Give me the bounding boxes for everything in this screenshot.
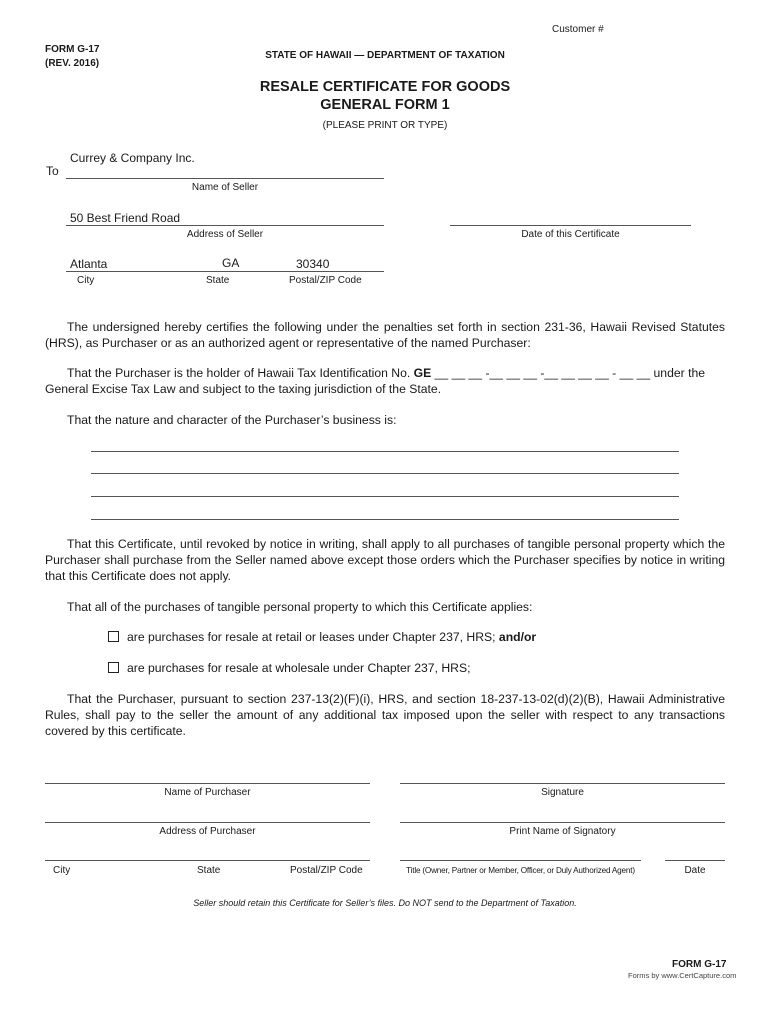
tax-id-line — [67, 365, 705, 381]
seller-city-value[interactable]: Atlanta — [70, 257, 108, 271]
tax-id-text: That the Purchaser is the holder of Hawaii Tax Identification No. — [67, 366, 411, 380]
purchases-prompt: That all of the purchases of tangible personal property to which this Certificate applies: — [67, 600, 533, 614]
purchaser-zip-label: Postal/ZIP Code — [290, 865, 363, 876]
seller-name-label: Name of Seller — [191, 182, 259, 193]
retain-notice: Seller should retain this Certificate for Seller’s files. Do NOT send to the Department of Taxation. — [193, 898, 577, 908]
wholesale-checkbox[interactable] — [108, 662, 119, 673]
retail-checkbox[interactable] — [108, 631, 119, 642]
signature-line[interactable] — [400, 783, 725, 784]
signature-date-label: Date — [684, 865, 706, 876]
print-name-label: Print Name of Signatory — [509, 826, 616, 837]
purchaser-city-state-zip-line[interactable] — [45, 860, 370, 861]
seller-name-line — [66, 178, 384, 179]
certification-paragraph: The undersigned hereby certifies the following under the penalties set forth in section 231-36, Hawaii Revised Statutes (HRS), as Purchaser or as an authorized agent or representative of the named Purchaser: — [45, 320, 725, 350]
purchaser-state-label: State — [197, 865, 221, 876]
certificate-date-line[interactable] — [450, 225, 691, 226]
seller-name-value[interactable]: Currey & Company Inc. — [70, 151, 195, 165]
seller-address-label: Address of Seller — [186, 229, 264, 240]
tax-id-text-end: under the — [653, 366, 706, 380]
certcapture-credit: Forms by www.CertCapture.com — [628, 971, 737, 980]
signature-label: Signature — [541, 787, 584, 798]
ge-prefix: GE — [413, 366, 432, 380]
signatory-title-label: Title (Owner, Partner or Member, Officer, or Duly Authorized Agent) — [406, 866, 635, 875]
wholesale-option[interactable] — [108, 660, 470, 676]
retail-option[interactable] — [108, 629, 536, 645]
business-line-1[interactable] — [91, 451, 679, 452]
business-line-2[interactable] — [91, 473, 679, 474]
seller-zip-value[interactable]: 30340 — [296, 257, 330, 271]
to-label: To — [46, 164, 59, 178]
business-line-4[interactable] — [91, 519, 679, 520]
seller-city-label: City — [77, 275, 95, 286]
purchaser-name-line[interactable] — [45, 783, 370, 784]
purchaser-city-label: City — [53, 865, 71, 876]
revocation-paragraph: That this Certificate, until revoked by notice in writing, shall apply to all purchases of tangible personal property which the Purchaser shall purchase from the Seller named above except those orders which the Purchaser specifies by notice in writing that this Certificate does not apply. — [45, 537, 725, 583]
seller-address-line — [66, 225, 384, 226]
seller-state-label: State — [206, 275, 230, 286]
print-instruction: (PLEASE PRINT OR TYPE) — [322, 120, 448, 131]
certificate-date-label: Date of this Certificate — [521, 229, 620, 240]
customer-number-label: Customer # — [552, 24, 604, 35]
and-or-label: and/or — [498, 630, 537, 644]
purchaser-address-label: Address of Purchaser — [159, 826, 256, 837]
form-revision: (REV. 2016) — [45, 58, 100, 69]
seller-state-value[interactable]: GA — [222, 256, 240, 270]
form-title-line1: RESALE CERTIFICATE FOR GOODS — [259, 79, 511, 95]
signature-date-line[interactable] — [665, 860, 725, 861]
form-title-line2: GENERAL FORM 1 — [320, 97, 450, 113]
footer-form-id: FORM G-17 — [672, 959, 727, 970]
purchaser-address-line[interactable] — [45, 822, 370, 823]
tax-id-blanks[interactable]: __ __ __ -__ __ __ -__ __ __ __ - __ __ — [434, 366, 651, 380]
business-nature-prompt: That the nature and character of the Purchaser’s business is: — [67, 413, 397, 427]
agency-name: STATE OF HAWAII — DEPARTMENT OF TAXATION — [265, 50, 505, 61]
purchaser-name-label: Name of Purchaser — [164, 787, 251, 798]
tax-payment-paragraph: That the Purchaser, pursuant to section 237-13(2)(F)(i), HRS, and section 18-237-13-02(d)(2)(B), Hawaii Administrative Rules, shall pay to the seller the amount of any additional tax imposed upon the seller with respect to any transactions covered by this certificate. — [45, 692, 725, 738]
retail-option-label: are purchases for resale at retail or leases under Chapter 237, HRS; — [127, 630, 496, 644]
seller-city-state-zip-line — [66, 271, 384, 272]
seller-address-value[interactable]: 50 Best Friend Road — [70, 211, 181, 225]
wholesale-option-label: are purchases for resale at wholesale under Chapter 237, HRS; — [127, 661, 471, 675]
signatory-title-line[interactable] — [400, 860, 641, 861]
seller-zip-label: Postal/ZIP Code — [289, 275, 362, 286]
form-id: FORM G-17 — [45, 44, 100, 55]
print-name-line[interactable] — [400, 822, 725, 823]
business-line-3[interactable] — [91, 496, 679, 497]
tax-law-text: General Excise Tax Law and subject to the taxing jurisdiction of the State. — [45, 382, 442, 396]
